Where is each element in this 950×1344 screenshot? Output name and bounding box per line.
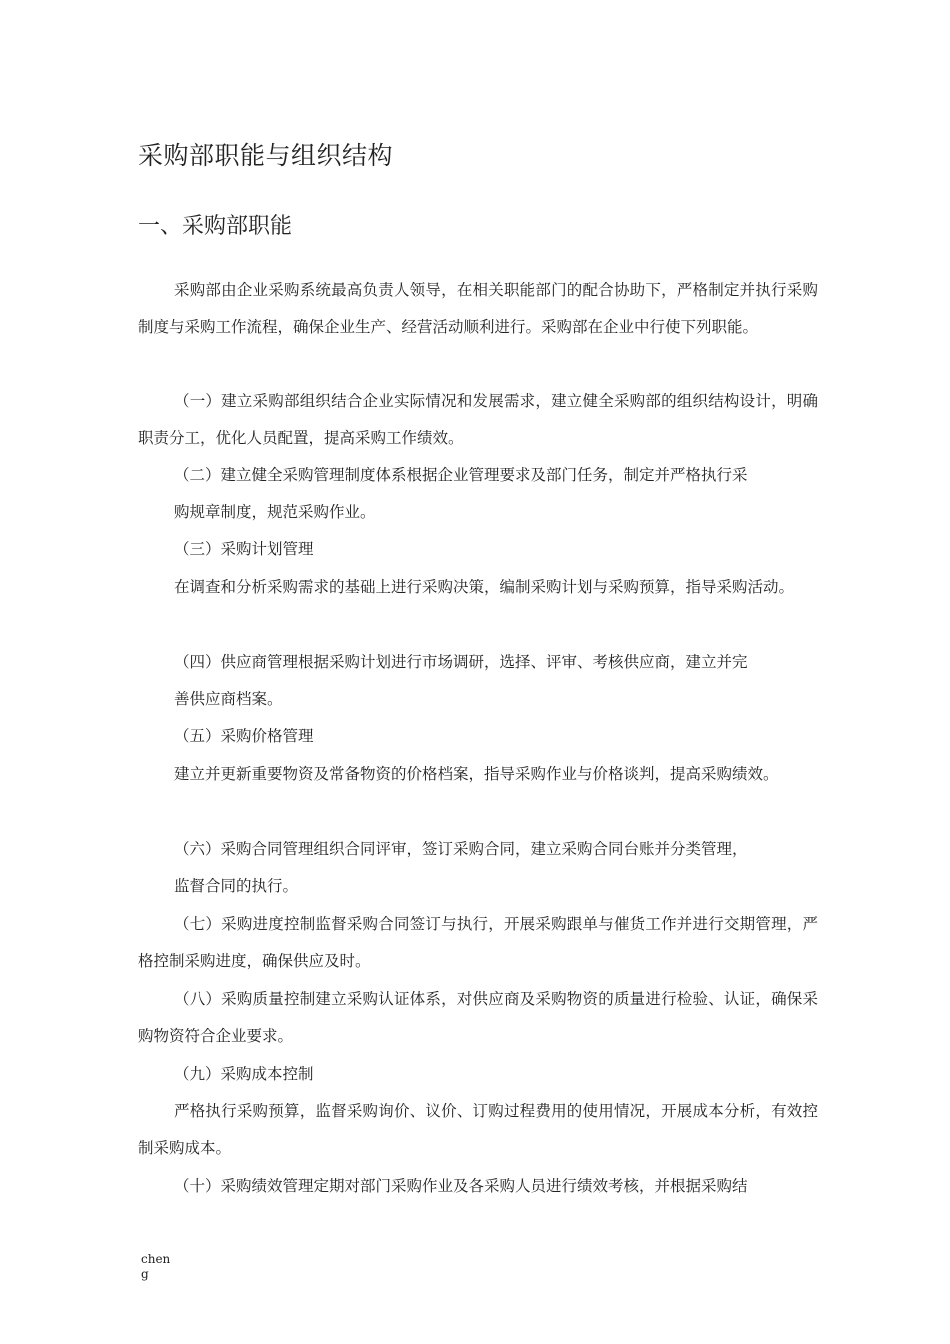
paragraph: 购规章制度，规范采购作业。 <box>174 503 376 521</box>
paragraph: （二）建立健全采购管理制度体系根据企业管理要求及部门任务，制定并严格执行采 <box>174 466 748 484</box>
paragraph: 采购部由企业采购系统最高负责人领导，在相关职能部门的配合协助下，严格制定并执行采购制度与采购工作流程，确保企业生产、经营活动顺利进行。采购部在企业中行使下列职能。 <box>138 281 818 336</box>
paragraph: （十）采购绩效管理定期对部门采购作业及各采购人员进行绩效考核，并根据采购结 <box>174 1177 748 1195</box>
paragraph: （八）采购质量控制建立采购认证体系，对供应商及采购物资的质量进行检验、认证，确保采购物资符合企业要求。 <box>138 990 818 1045</box>
paragraph: （七）采购进度控制监督采购合同签订与执行，开展采购跟单与催货工作并进行交期管理，严格控制采购进度，确保供应及时。 <box>138 915 818 970</box>
paragraph: 建立并更新重要物资及常备物资的价格档案，指导采购作业与价格谈判，提高采购绩效。 <box>174 765 779 783</box>
paragraph: 监督合同的执行。 <box>174 877 299 895</box>
paragraph: （六）采购合同管理组织合同评审，签订采购合同，建立采购合同台账并分类管理， <box>174 840 748 858</box>
paragraph: （五）采购价格管理 <box>174 727 314 745</box>
paragraph: （三）采购计划管理 <box>174 540 314 558</box>
paragraph: （四）供应商管理根据采购计划进行市场调研，选择、评审、考核供应商，建立并完 <box>174 653 748 671</box>
section-heading: 一、采购部职能 <box>138 214 293 239</box>
paragraph: 严格执行采购预算，监督采购询价、议价、订购过程费用的使用情况，开展成本分析，有效控制采购成本。 <box>138 1102 818 1157</box>
paragraph: （一）建立采购部组织结合企业实际情况和发展需求，建立健全采购部的组织结构设计，明确职责分工，优化人员配置，提高采购工作绩效。 <box>138 392 818 447</box>
footer-text: chen g <box>141 1252 171 1281</box>
paragraph: 在调查和分析采购需求的基础上进行采购决策，编制采购计划与采购预算，指导采购活动。 <box>174 578 795 596</box>
page-title: 采购部职能与组织结构 <box>138 141 394 170</box>
paragraph: 善供应商档案。 <box>174 690 283 708</box>
paragraph: （九）采购成本控制 <box>174 1065 314 1083</box>
